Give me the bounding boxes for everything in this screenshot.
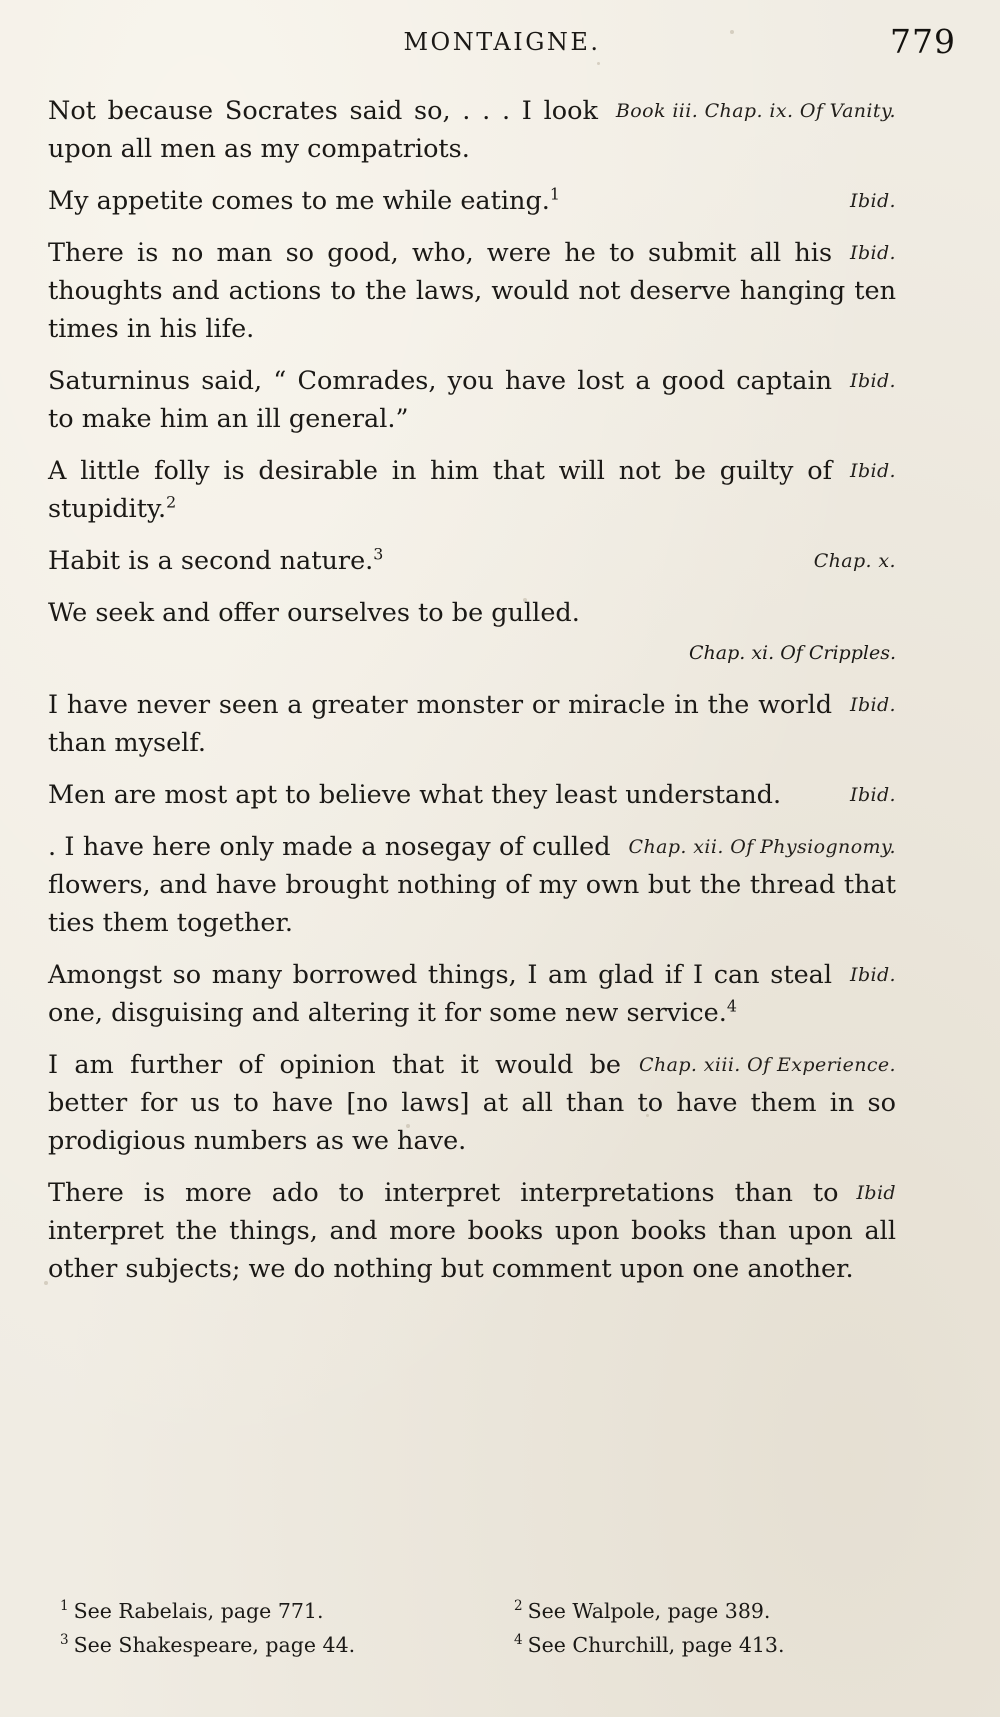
quotation-block — [48, 452, 896, 528]
citation: Ibid. — [850, 242, 896, 264]
footnote-text: See Walpole, page 389. — [527, 1599, 771, 1623]
quotation-block — [48, 828, 896, 942]
citation: Ibid. — [850, 460, 896, 482]
quotation-text: I have never seen a greater monster or miracle in the world than myself. — [48, 690, 833, 758]
footnote-item — [498, 1628, 952, 1662]
quotation-text: Habit is a second nature. — [48, 546, 374, 576]
quotation-text: A little folly is desirable in him that will not be guilty of stupidity. — [48, 456, 833, 524]
quotation-block — [48, 1046, 896, 1160]
quotation-block — [48, 92, 896, 168]
quotation-text: There is more ado to interpret interpretations than to interpret the things, and more books upon books than upon all other subjects; we do nothing but comment upon one another. — [48, 1178, 896, 1284]
footnote-marker: 2 — [166, 492, 177, 512]
page-header — [48, 22, 956, 74]
page-body — [48, 92, 896, 1302]
footnote-row — [60, 1628, 952, 1662]
citation: Ibid. — [850, 370, 896, 392]
quotation-block — [48, 362, 896, 438]
footnote-text: See Rabelais, page 771. — [73, 1599, 324, 1623]
footnote-number: 2 — [514, 1598, 523, 1615]
citation: Chap. xii. Of Physiognomy. — [628, 836, 896, 858]
quotation-block — [48, 234, 896, 348]
footnote-text: See Shakespeare, page 44. — [73, 1633, 356, 1657]
footnote-item — [60, 1628, 498, 1662]
citation: Ibid. — [850, 190, 896, 212]
quotation-block — [48, 182, 896, 220]
quotation-block — [48, 776, 896, 814]
citation: Chap. xiii. Of Experience. — [639, 1054, 896, 1076]
quotation-text: My appetite comes to me while eating. — [48, 186, 550, 216]
quotation-text: Not because Socrates said so, . . . I look upon all men as my compatriots. — [48, 96, 598, 164]
citation: Ibid. — [850, 784, 896, 806]
quotation-block — [48, 1174, 896, 1288]
quotation-block — [48, 956, 896, 1032]
footnote-item — [60, 1594, 498, 1628]
footnote-row — [60, 1594, 952, 1628]
footnote-number: 3 — [60, 1632, 69, 1649]
quotation-text: We seek and offer ourselves to be gulled. — [48, 598, 580, 628]
quotation-block — [48, 542, 896, 580]
footnote-marker: 4 — [726, 996, 737, 1016]
citation: Chap. x. — [813, 550, 896, 572]
footnote-marker: 3 — [373, 544, 384, 564]
footnotes-section — [60, 1594, 952, 1662]
citation: Book iii. Chap. ix. Of Vanity. — [615, 100, 896, 122]
footnote-item — [498, 1594, 952, 1628]
citation: Ibid. — [850, 694, 896, 716]
quotation-block — [48, 594, 896, 672]
quotation-text: Amongst so many borrowed things, I am glad if I can steal one, disguising and altering it for some new service. — [48, 960, 833, 1028]
quotation-text: Men are most apt to believe what they least understand. — [48, 780, 782, 810]
quotation-text: . I have here only made a nosegay of culled flowers, and have brought nothing of my own but the thread that ties them together. — [48, 832, 896, 938]
citation: Ibid. — [850, 964, 896, 986]
footnote-number: 1 — [60, 1598, 69, 1615]
page-number: 779 — [890, 22, 956, 61]
quotation-block — [48, 686, 896, 762]
footnote-number: 4 — [514, 1632, 523, 1649]
running-head: MONTAIGNE. — [403, 28, 601, 56]
citation: Chap. xi. Of Cripples. — [689, 642, 896, 664]
footnote-marker: 1 — [549, 184, 560, 204]
quotation-text: There is no man so good, who, were he to submit all his thoughts and actions to the laws, would not deserve hanging ten times in his life. — [48, 238, 896, 344]
footnote-text: See Churchill, page 413. — [527, 1633, 785, 1657]
citation: Ibid — [856, 1182, 896, 1204]
quotation-text: Saturninus said, “ Comrades, you have lost a good captain to make him an ill general.” — [48, 366, 833, 434]
quotation-text: I am further of opinion that it would be better for us to have [no laws] at all than to have them in so prodigious numbers as we have. — [48, 1050, 896, 1156]
